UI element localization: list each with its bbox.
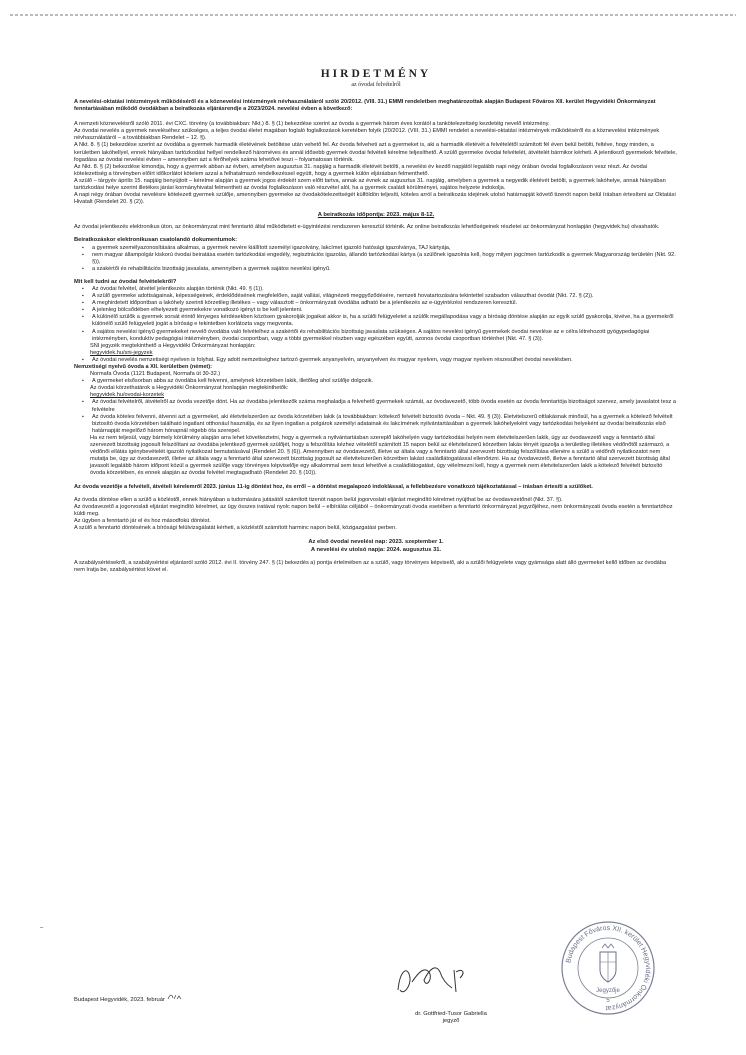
page-title: HIRDETMÉNY	[320, 68, 432, 80]
faq-list-3	[74, 378, 678, 385]
list-item: ▪ a szakértői és rehabilitációs bizottság javaslata, amennyiben a gyermek sajátos nevelési igényű.	[84, 266, 678, 273]
intro-paragraph: A nevelési-oktatási intézmények működéséről és a köznevelési intézmények névhasználatáról szóló 20/2012. (VIII. 31.) EMMI rendeletben meghatározottak alapján Budapest Főváros XII. kerület Hegyvidéki Önkormányzat fenntartásában működő óvodákban a beiratkozás eljárásrendje a 2023/2024. nevelési évben a következő:	[74, 99, 656, 113]
list-item: ▪ A sajátos nevelési igényű gyermekeket nevelő óvodába való felvételhez a szakértői és rehabilitációs bizottság javaslata szükséges. A sajátos nevelési igényű gyermekek óvodai nevelése az e célra létrehozott gyógypedagógiai intézményben, konduktív pedagógiai intézményben, óvodai csoportban, vagy a többi gyermekkel részben vagy egészében együtt, azonos óvodai csoportban történhet (Nkt. 47. § (3)).	[84, 329, 678, 343]
signer-title: jegyző	[442, 1018, 460, 1024]
document-body	[74, 68, 678, 574]
paragraph: Az óvodai nevelés a gyermek neveléséhez szükséges, a teljes óvodai életet magában foglaló foglalkozások keretében folyik (20/2012. (VIII. 31.) EMMI rendelet a nevelési-oktatási intézmények működéséről és a köznevelési intézmények névhasználatáról – a továbbiakban Rendelet – 12. §).	[74, 128, 660, 142]
stamp-number-text: 5	[606, 998, 610, 1004]
paragraph: A nemzeti köznevelésről szóló 2011. évi CXC. törvény (a továbbiakban: Nkt.) 8. § (1) bekezdése szerint az óvoda a gyermek három éves korától a tankötelezettség kezdetéig nevelő intézmény.	[74, 121, 550, 128]
list-item: ▪ a gyermek személyazonosítására alkalmas, a gyermek nevére kiállított személyi igazolvány, lakcímet igazoló hatósági igazolványa, TAJ kártyája,	[84, 245, 678, 252]
handwritten-day-icon	[167, 993, 183, 1001]
district-label: Az óvodai körzethatárok a Hegyvidéki Önkormányzat honlapján megtekinthetők:	[90, 385, 289, 392]
faq-heading: Mit kell tudni az óvodai felvételekről?	[74, 278, 177, 285]
date-line	[74, 993, 183, 1003]
list-item: ▪ A jelenleg bölcsődében elhelyezett gyermekekre vonatkozó igényt is be kell jelenteni.	[84, 307, 678, 314]
stamp-role-text: Jegyzője	[596, 988, 620, 994]
online-enrollment-paragraph: Az óvodai jelentkezés elektronikus úton, az önkormányzat mint fenntartó által működtetett e-ügyintézési rendszeren keresztül történik. Az online beiratkozás lehetőségeinek részletei az önkormányzat honlapján (hegyvidek.hu) olvashatók.	[74, 224, 660, 231]
nationality-kindergarten: Normafa Óvoda (1121 Budapest, Normafa út 30-32.)	[90, 371, 221, 378]
official-stamp-icon	[558, 918, 658, 1018]
documents-heading: Beiratkozáskor elektronikusan csatolandó dokumentumok:	[74, 237, 237, 244]
paragraph: Az óvoda döntése ellen a szülő a közléstől, ennek hiányában a tudomására jutásától számított tizenöt napon belül jogorvoslati eljárást megindító kérelmet nyújthat be az óvodavezetőnél (Nkt. 37. §).	[74, 496, 563, 503]
list-item: ▪ nem magyar állampolgár kiskorú óvodai beiratása esetén tartózkodási engedély, regisztrációs igazolás, állandó tartózkodási kártya (a szülőnek igazolnia kell, hogy milyen jogcímen tartózkodik a gyermek Magyarország területén (Nkt. 92. §)),	[84, 252, 678, 266]
list-item: ▪ A szülő gyermeke adottságainak, képességeinek, érdeklődésének megfelelően, saját vallási, világnézeti meggyőződésére, nemzeti hovatartozására tekintettel szabadon választhat óvodát (Nkt. 72. § (2)).	[84, 293, 678, 300]
list-item: ▪ A különélő szülők a gyermek sorsát érintő lényeges kérdésekben közösen gyakorolják jogaikat akkor is, ha a szülői felügyeletet a szülők megállapodása vagy a bíróság döntése alapján az egyik szülő gyakorolja, kivéve, ha a gyermekről különélő szülő felügyeleti jogát a bíróság e tekintetben korlátozta vagy megvonta.	[84, 314, 678, 328]
svg-text:Budapest Főváros XII. kerület: Budapest Főváros XII. kerület Hegyvidéki Önkormányzat	[565, 924, 652, 1012]
list-item: ▪ Az óvodai nevelés nemzetiségi nyelven is folyhat. Egy adott nemzetiséghez tartozó gyermek anyanyelvén, anyanyelven és magyar nyelven, vagy magyar nyelven részesülhet óvodai nevelésben.	[84, 357, 678, 364]
signer-block	[396, 1011, 506, 1025]
enrollment-period: A beiratkozás időpontja: 2023. május 8-12.	[317, 212, 435, 219]
list-item: ▪ A gyermeket elsősorban abba az óvodába kell felvenni, amelynek körzetében lakik, illetőleg ahol szülője dolgozik.	[84, 378, 678, 385]
list-item: ▪ Az óvodai felvételről, átvételről az óvoda vezetője dönt. Ha az óvodába jelentkezők száma meghaladja a felvehető gyermekek számát, az óvodavezető, több óvoda esetén az óvoda fenntartója bizottságot szervez, amely javaslatot tesz a felvételre	[84, 399, 678, 413]
sni-label: SNI jegyzék megtekinthető a Hegyvidéki Önkormányzat honlapján:	[90, 342, 256, 349]
paragraph: A szülő a fenntartó döntésének a bírósági felülvizsgálatát kérheti, a közléstől számított harminc napon belül, közigazgatási perben.	[74, 524, 397, 531]
legal-basis-section	[74, 121, 678, 206]
signer-name: dr. Gottfried-Tusor Gabriella	[415, 1011, 487, 1017]
documents-list	[74, 245, 678, 273]
last-day: A nevelési év utolsó napja: 2024. augusztus 31.	[310, 547, 442, 554]
date-text: Budapest Hegyvidék, 2023. február	[74, 997, 165, 1003]
list-item: ▪ Az óvoda köteles felvenni, átvenni azt a gyermeket, aki életvitelszerűen az óvoda körzetében lakik (a továbbiakban: kötelező felvételt biztosító óvoda – Nkt. 49. § (3)). Életvitelszerű ottlakásnak minősül, ha a gyermek a kötelező felvételt biztosító óvoda körzetében található ingatlant otthonául használja, és az ilyen ingatlan a polgárok személyi adatainak és lakcímének nyilvántartásában a gyermek lakóhelyeként vagy tartózkodási helyeként az óvodai beiratkozás első határnapját megelőző három hónapnál régebb óta szerepel.	[84, 414, 678, 435]
paragraph: Az ügyben a fenntartó jár el és hoz másodfokú döntést.	[74, 517, 211, 524]
paragraph: A napi négy órában óvodai nevelésre kötelezett gyermek szülője, amennyiben gyermeke az óvodakötelezettségét külföldön teljesíti, köteles arról a beiratkozás idejének utolsó határnapját követő tizenöt napon belül írásban értesíteni az Oktatási Hivatalt (Rendelet 20. § (2)).	[74, 192, 676, 206]
paragraph: A Nkt. 8. § (1) bekezdése szerint az óvodába a gyermek harmadik életévének betöltése után vehető fel. Az óvoda felveheti azt a gyermeket is, aki a harmadik életévét a felvételétől számított fél éven belül betölti, feltéve, hogy minden, a kerületben lakóhellyel, ennek hiányában tartózkodási hellyel rendelkező hároméves és annál idősebb gyermek óvodai felvételi kérelme teljesíthető. A szülő gyermeke óvodai felvételét, átvételét bármikor kérheti. A jelentkező gyermekek felvétele, fogadása az óvodai nevelési évben – amennyiben azt a férőhelyek száma lehetővé teszi – folyamatosan történik.	[74, 142, 677, 163]
first-day: Az első óvodai nevelési nap: 2023. szeptember 1.	[308, 539, 444, 546]
sni-link[interactable]: hegyvidek.hu/sni-jegyzek	[90, 349, 153, 356]
paragraph: Az óvodavezető a jogorvoslati eljárást megindító kérelmet, az ügy összes iratával nyolc napon belül – elbírálás céljából – önkormányzati óvoda esetében a fenntartó önkormányzat jegyzőjéhez, nem önkormányzati óvoda esetén a fenntartóhoz küldi meg.	[74, 503, 673, 517]
list-item: ▪ A meghirdetett időpontban a lakóhely szerinti körzetileg illetékes – vagy választott – önkormányzati óvodába adható be a jelentkezés az e-ügyintézési rendszeren keresztül.	[84, 300, 678, 307]
top-border	[10, 14, 736, 16]
residence-check-paragraph: Ha ez nem teljesül, vagy bármely körülmény alapján arra lehet következtetni, hogy a gyermek a nyilvántartásban szereplő lakóhelyén vagy tartózkodási helyén nem életvitelszerűen lakik, úgy az óvodavezető vagy a fenntartó által szervezett bizottság jogosult felszólítani az óvodába jelentkező gyermek szülőjét, hogy a felszólítás kézhez vételétől számított 15 napon belül az életvitelszerű körzetben lakás tényét igazolja a területileg illetékes védőnőtől származó, a védőnői ellátás igénybevételét igazoló nyilatkozat bemutatásával (Rendelet 20. § (6)). Amennyiben az óvodavezető, illetve az általa vagy a fenntartó által szervezett bizottság felszólítása ellenére a szülő a védőnői nyilatkozatot nem mutatja be, úgy az óvodavezető, illetve az általa vagy a fenntartó által szervezett bizottság jogosult az életvitelszerűen körzetben lakást családlátogatással ellenőrizni. Ha az óvodavezető, illetve a fenntartó által szervezett bizottság által javasolt legalább három időpont közül a gyermek szülője vagy törvényes képviselője egy alkalommal sem teszi lehetővé a családlátogatást, úgy vélelmezni kell, hogy a gyermek nem életvitelszerűen lakik a kötelező felvételt biztosító óvoda körzetében, és ennek alapján az óvodai felvétel megtagadható (Rendelet 20. § (10)).	[90, 434, 670, 477]
signature-icon	[390, 960, 500, 1000]
district-link[interactable]: hegyvidek.hu/ovodai-korzetek	[90, 392, 165, 399]
appeal-section	[74, 497, 678, 532]
decision-paragraph: Az óvoda vezetője a felvételi, átvételi kérelemről 2023. június 11-ig döntést hoz, és erről – a döntést megalapozó indoklással, a fellebbezésre vonatkozó tájékoztatással – írásban értesíti a szülőket.	[74, 483, 593, 490]
paragraph: Az Nkt. 8. § (2) bekezdése kimondja, hogy a gyermek abban az évben, amelyben augusztus 31. napjáig a harmadik életévét betölti, a nevelési év kezdő napjától legalább napi négy órában óvodai foglalkozáson vesz részt. Az óvodai kötelezettség a törvényben előírt időkorlátot kötelem azzal a felhatalmazó rendelkezéssel együtt, hogy a gyermek külön eljárásban felmenthető.	[74, 163, 648, 177]
paragraph: A szülő – tárgyév április 15. napjáig benyújtott – kérelme alapján a gyermek jogos érdekét szem előtt tartva, annak az évnek az augusztus 31. napjáig, amelyben a gyermek a negyedik életévét betölti, a gyermek lakóhelye, annak hiányában tartózkodási helye szerint illetékes járási kormányhivatal felmentheti az óvodai foglalkozáson való részvétel alól, ha a gyermek családi körülményei, sajátos helyzete indokolja.	[74, 177, 666, 192]
page-subtitle: az óvodai felvételről	[351, 82, 401, 88]
margin-mark: –	[40, 925, 44, 931]
nationality-label: Nemzetiségi nyelvű óvoda a XII. kerületben (német):	[74, 364, 213, 370]
misdemeanor-paragraph: A szabálysértésekről, a szabálysértési eljárásról szóló 2012. évi II. törvény 247. § (1) bekezdés a) pontja értelmében az a szülő, vagy törvényes képviselő, aki a szülői felügyelete vagy gyámsága alatt álló gyermeket kellő időben az óvodába nem íratja be, szabálysértést követ el.	[74, 560, 667, 574]
faq-list-2	[74, 357, 678, 364]
faq-list-4	[74, 399, 678, 434]
list-item: ▪ Az óvodai felvétel, átvétel jelentkezés alapján történik (Nkt. 49. § (1)).	[84, 286, 678, 293]
faq-list	[74, 286, 678, 343]
